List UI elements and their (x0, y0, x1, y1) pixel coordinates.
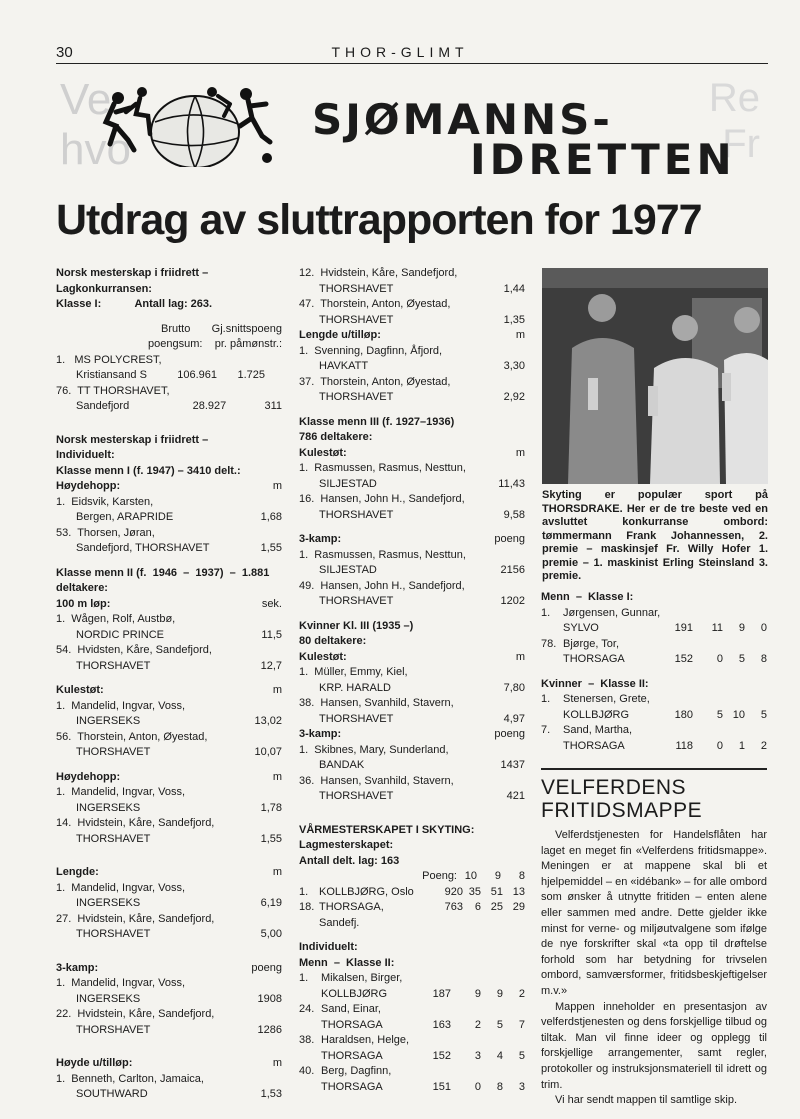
shooter-result-row (299, 987, 525, 1003)
total: 151 (432, 1080, 451, 1093)
value: 11,5 (261, 628, 282, 641)
entry-line: 1. MS POLYCREST, (56, 353, 162, 366)
points: 8 (760, 653, 767, 665)
entry-line: 1. Mandelid, Ingvar, Voss, (56, 786, 186, 798)
value: 311 (264, 400, 282, 412)
entry-line: 1. Eidsvik, Karsten, (56, 495, 154, 508)
shooter-row (541, 723, 769, 739)
entry-line: 53. Thorsen, Jøran, (56, 526, 155, 539)
entry-ship: THORSHAVET (319, 595, 394, 607)
ship-name: THORSAGA (321, 1018, 383, 1031)
points: 13 (512, 885, 525, 898)
section-class: 786 deltakere: (299, 431, 373, 443)
col-header: Brutto (161, 322, 191, 335)
entry-ship: BANDAK (319, 759, 365, 771)
value: 2156 (500, 564, 525, 576)
ship-name: THORSAGA (321, 1080, 383, 1093)
entry-ship: THORSHAVET (76, 928, 151, 940)
entry-ship: THORSHAVET (319, 790, 394, 802)
value: 7,80 (503, 681, 525, 694)
rank: 1. (299, 972, 309, 984)
unit: m (515, 446, 525, 459)
entry-ship: SILJESTAD (319, 564, 377, 576)
value: 1908 (257, 992, 282, 1005)
football-players-illustration (100, 82, 280, 167)
rank: 38. (299, 1034, 315, 1046)
entry-line: 1. Rasmussen, Rasmus, Nesttun, (299, 462, 466, 474)
points: 2 (474, 1018, 481, 1031)
shooter-row (541, 606, 769, 622)
ship-name: SYLVO (563, 622, 599, 634)
shooter-row (299, 1033, 525, 1049)
section-class: Menn – Klasse II: (299, 956, 395, 969)
points: 5 (716, 708, 723, 721)
entry-ship: INGERSEKS (76, 801, 141, 814)
value: 1.725 (237, 369, 265, 381)
value: 1,35 (503, 313, 525, 326)
points: 3 (518, 1080, 525, 1093)
entry-ship: SILJESTAD (319, 477, 377, 490)
section-class: Kvinner Kl. III (1935 –) (299, 619, 414, 632)
unit: m (272, 684, 282, 696)
shooter-name: Berg, Dagfinn, (321, 1065, 392, 1077)
points: 5 (518, 1049, 525, 1062)
entry-ship: Bergen, ARAPRIDE (76, 511, 174, 523)
entry-line: 49. Hansen, John H., Sandefjord, (299, 579, 465, 592)
section-class: Klasse menn II (f. 1946 – 1937) – 1.881 (56, 566, 270, 579)
photo-illustration (542, 268, 768, 484)
entry-line: 1. Benneth, Carlton, Jamaica, (56, 1072, 204, 1085)
shooter-result-row (299, 1049, 525, 1065)
value: 1,78 (260, 801, 282, 814)
total: 191 (674, 622, 693, 634)
value: 1286 (257, 1023, 282, 1036)
entry-line: 1. Müller, Emmy, Kiel, (299, 666, 408, 678)
event-title: 100 m løp: (56, 597, 111, 610)
section-subtitle: Individuelt: (56, 449, 115, 461)
points: 0 (716, 739, 723, 752)
value: 12,7 (260, 659, 282, 672)
points: 0 (474, 1080, 481, 1093)
value: 5,00 (260, 928, 282, 940)
event-title: Høydehopp: (56, 480, 121, 492)
top-rule (56, 63, 768, 64)
unit: poeng (494, 728, 525, 740)
points: 51 (490, 885, 503, 898)
entry-line: 56. Thorstein, Anton, Øyestad, (56, 730, 208, 743)
entry-ship: THORSHAVET (76, 1023, 151, 1036)
entry-line: 37. Thorstein, Anton, Øyestad, (299, 375, 451, 388)
unit: m (515, 329, 525, 341)
total: 180 (674, 708, 693, 721)
section-class: Antall delt. lag: 163 (299, 854, 400, 867)
shooter-row (299, 1064, 525, 1080)
section-title: Norsk mesterskap i friidrett – (56, 433, 209, 446)
entry-ship: INGERSEKS (76, 897, 141, 909)
unit: m (515, 650, 525, 663)
shooter-row (541, 692, 769, 708)
value: 10,07 (254, 746, 282, 758)
entry-line: 22. Hvidstein, Kåre, Sandefjord, (56, 1008, 215, 1020)
shooter-name: Stenersen, Grete, (563, 693, 650, 705)
section-class: Klasse menn III (f. 1927–1936) (299, 415, 455, 428)
section-rule (541, 768, 767, 770)
paragraph: Vi har sendt mappen til samtlige skip. (555, 1094, 737, 1107)
value: 1202 (500, 595, 525, 607)
value: 1,55 (260, 832, 282, 845)
points: 0 (716, 653, 723, 665)
entry-line: 1. Skibnes, Mary, Sunderland, (299, 743, 449, 756)
points: 0 (760, 622, 767, 634)
entry-ship: THORSHAVET (76, 832, 151, 845)
section-class: deltakere: (56, 582, 108, 594)
shooter-name: Bjørge, Tor, (563, 637, 620, 650)
section-class: Menn – Klasse I: (541, 591, 634, 603)
shooter-result-row (541, 652, 769, 668)
points: 35 (468, 885, 481, 898)
entry-line: 14. Hvidstein, Kåre, Sandefjord, (56, 817, 215, 829)
points: 7 (518, 1018, 525, 1031)
rank: 78. (541, 637, 557, 650)
points-col-header: 10 (464, 870, 477, 882)
total: 152 (432, 1049, 451, 1062)
section-class: Kvinner – Klasse II: (541, 677, 649, 690)
rank: 1. (541, 693, 551, 705)
entry-line: 1. Wågen, Rolf, Austbø, (56, 613, 176, 625)
unit: m (272, 480, 282, 492)
entry-ship: INGERSEKS (76, 715, 141, 727)
section-class: Klasse menn I (f. 1947) – 3410 delt.: (56, 464, 241, 477)
column-1 (56, 266, 282, 1103)
section-subtitle: Individuelt: (299, 941, 358, 953)
points: 10 (732, 708, 745, 721)
ship-name: THORSAGA (563, 739, 625, 752)
rank: 24. (299, 1003, 315, 1015)
entry-ship: INGERSEKS (76, 992, 141, 1005)
entry-line: 1. Rasmussen, Rasmus, Nesttun, (299, 548, 466, 561)
value: 1,53 (260, 1088, 282, 1100)
entry-line: 38. Hansen, Svanhild, Stavern, (299, 697, 454, 709)
entry-ship: SOUTHWARD (76, 1088, 148, 1100)
total: 152 (674, 653, 693, 665)
paragraph: Mappen inneholder en presentasjon av velferdstjenesten og dens forskjellige tilbud og tiltak. Man vil finne ideer og opplegg til forskjellige arrangementer, samt regler, protokoller og instruksjonsmateriell til idrett og trim. (541, 1000, 767, 1091)
points: 2 (518, 987, 525, 1000)
department-title-line2: IDRETTEN (470, 135, 736, 184)
col-header: poengsum: (148, 338, 203, 350)
entry-line: 16. Hansen, John H., Sandefjord, (299, 493, 465, 505)
entry-ship: THORSHAVET (319, 508, 394, 521)
entry-line: 1. Mandelid, Ingvar, Voss, (56, 977, 186, 989)
running-title: THOR-GLIMT (331, 44, 469, 60)
points: 5 (496, 1018, 503, 1031)
unit: m (272, 1057, 282, 1069)
event-title: Lengde u/tilløp: (299, 329, 381, 341)
shooter-result-row (541, 739, 769, 755)
department-title-line1: SJØMANNS- (312, 95, 613, 144)
event-title: Kulestøt: (299, 446, 347, 459)
points: 3 (474, 1049, 481, 1062)
page-number: 30 (56, 44, 73, 61)
unit: m (272, 770, 282, 783)
total: 118 (675, 739, 693, 752)
event-title: 3-kamp: (56, 961, 99, 974)
rank: 18. (299, 901, 315, 913)
points: 2 (760, 739, 767, 752)
entry-ship: Sandefjord, THORSHAVET (76, 542, 210, 554)
entry-ship: THORSHAVET (319, 391, 394, 403)
entry-line: 76. TT THORSHAVET, (56, 384, 170, 397)
points: 29 (512, 901, 525, 913)
entry-place: Sandefjord (76, 400, 130, 412)
points: 5 (760, 708, 767, 721)
section-title: Norsk mesterskap i friidrett – (56, 267, 209, 279)
shooter-row (299, 971, 525, 987)
show-through-text-left: Ve hvo (60, 75, 131, 174)
total: 187 (432, 987, 451, 1000)
team-name: KOLLBJØRG, Oslo (319, 885, 414, 898)
entry-line: 1. Svenning, Dagfinn, Åfjord, (299, 344, 443, 357)
rank: 1. (299, 885, 309, 898)
shooter-name: Sand, Einar, (321, 1003, 381, 1015)
show-through-text-right: Re Fr (708, 76, 760, 166)
entry-ship: KRP. HARALD (319, 681, 391, 694)
points: 9 (738, 622, 745, 634)
total: 163 (432, 1018, 451, 1031)
value: 106.961 (177, 369, 217, 381)
section-title: VÅRMESTERSKAPET I SKYTING: (299, 823, 475, 836)
section-class: Klasse I: Antall lag: 263. (56, 298, 213, 310)
points: 5 (738, 653, 745, 665)
value: 11,43 (498, 477, 525, 490)
entry-ship: THORSHAVET (319, 282, 394, 295)
col-header: pr. påmønstr.: (214, 338, 282, 350)
entry-line: 1. Mandelid, Ingvar, Voss, (56, 699, 186, 712)
value: 6,19 (260, 897, 282, 909)
article-title-line2: FRITIDSMAPPE (541, 799, 703, 822)
points-col-header: 8 (518, 870, 525, 882)
entry-ship: THORSHAVET (76, 659, 151, 672)
points: 9 (474, 987, 481, 1000)
points: 8 (496, 1080, 503, 1093)
event-title: 3-kamp: (299, 533, 342, 545)
entry-ship: THORSHAVET (319, 712, 394, 725)
entry-line: 54. Hvidsten, Kåre, Sandefjord, (56, 644, 212, 656)
points: 4 (496, 1049, 503, 1062)
shooter-row (541, 637, 769, 653)
unit: poeng (251, 961, 282, 974)
shooter-name: Sand, Martha, (563, 724, 633, 736)
total: 763 (444, 901, 463, 913)
section-subtitle: Lagmesterskapet: (299, 839, 394, 851)
shooter-result-row (541, 621, 769, 637)
shooter-name: Mikalsen, Birger, (321, 972, 403, 984)
total: 920 (444, 885, 463, 898)
event-title: Lengde: (56, 866, 99, 878)
team-name: THORSAGA, Sandefj. (319, 901, 384, 929)
points: 9 (496, 987, 503, 1000)
entry-line: 27. Hvidstein, Kåre, Sandefjord, (56, 912, 215, 925)
shooter-name: Haraldsen, Helge, (321, 1034, 410, 1046)
rank: 40. (299, 1065, 315, 1077)
shooter-name: Jørgensen, Gunnar, (563, 606, 661, 619)
entry-place: Kristiansand S (76, 369, 147, 381)
ship-name: THORSAGA (563, 653, 625, 665)
paragraph: Velferdstjenesten for Handelsflåten har laget en meget fin «Velferdens fritidsmappe». Meningen er at mappene skal bli et hjelpemiddel – en «idébank» – for alle ombord som ønsker å utnytte fritiden – enten alene eller sammen med andre. Dette gjelder ikke minst for verne- og miljøutvalgene som ifølge de nye forskrifter skal «ta opp til drøftelse forhold som har betydning for trivselen ombord, samværsformer, fritidsbeskjeftigelser m.v.» (541, 829, 767, 997)
ship-name: KOLLBJØRG (563, 708, 630, 721)
unit: sek. (261, 597, 282, 610)
event-title: Høydehopp: (56, 770, 121, 783)
entry-line: 1. Mandelid, Ingvar, Voss, (56, 881, 186, 894)
entry-ship: THORSHAVET (76, 746, 151, 758)
value: 1,44 (503, 282, 525, 295)
points-col-header: 9 (494, 870, 501, 882)
points: 25 (490, 901, 503, 913)
entry-line: 47. Thorstein, Anton, Øyestad, (299, 298, 451, 310)
unit: poeng (494, 533, 525, 545)
event-title: 3-kamp: (299, 728, 342, 740)
points: 6 (474, 901, 481, 913)
entry-ship: THORSHAVET (319, 313, 394, 326)
value: 28.927 (192, 400, 227, 412)
article-title-line1: VELFERDENS (541, 776, 687, 799)
section-subtitle: Lagkonkurransen: (56, 282, 152, 295)
value: 1,68 (260, 511, 282, 523)
ship-name: KOLLBJØRG (321, 987, 388, 1000)
unit: m (272, 866, 282, 878)
ship-name: THORSAGA (321, 1049, 383, 1062)
column-2 (299, 266, 525, 1095)
col-header: Gj.snittspoeng (211, 322, 282, 335)
event-title: Kulestøt: (56, 684, 104, 696)
value: 1,55 (260, 542, 282, 554)
value: 1437 (500, 759, 525, 771)
shooter-result-row (299, 1080, 525, 1096)
section-class: 80 deltakere: (299, 635, 367, 647)
column-3-results (541, 590, 769, 754)
shooter-row (299, 1002, 525, 1018)
entry-ship: HAVKATT (319, 360, 369, 372)
article-body (541, 828, 767, 1109)
entry-ship: NORDIC PRINCE (76, 628, 165, 641)
value: 421 (506, 790, 525, 802)
shooter-result-row (541, 708, 769, 724)
rank: 1. (541, 606, 551, 619)
event-title: Kulestøt: (299, 650, 347, 663)
event-title: Høyde u/tilløp: (56, 1057, 133, 1069)
article-title (541, 776, 767, 822)
points: 11 (711, 622, 723, 634)
headline: Utdrag av sluttrapporten for 1977 (56, 196, 702, 244)
value: 13,02 (254, 715, 282, 727)
value: 4,97 (503, 712, 525, 725)
value: 2,92 (503, 391, 525, 403)
points-label: Poeng: (422, 870, 457, 882)
entry-line: 12. Hvidstein, Kåre, Sandefjord, (299, 267, 458, 279)
value: 9,58 (503, 508, 525, 521)
photo-caption: Skyting er populær sport på THORSDRAKE. Her er de tre beste ved en avsluttet konkurranse ombord: tømmermann Frank Johannessen, 2. premie – maskinsjef Fr. Willy Hofer 1. premie – 1. maskinist Erling Steinsland 3. premie. (542, 489, 768, 582)
value: 3,30 (503, 360, 525, 372)
rank: 7. (541, 724, 551, 736)
shooter-result-row (299, 1018, 525, 1034)
entry-line: 36. Hansen, Svanhild, Stavern, (299, 774, 454, 787)
photo-shooting-winners (542, 268, 768, 484)
points: 1 (738, 739, 745, 752)
